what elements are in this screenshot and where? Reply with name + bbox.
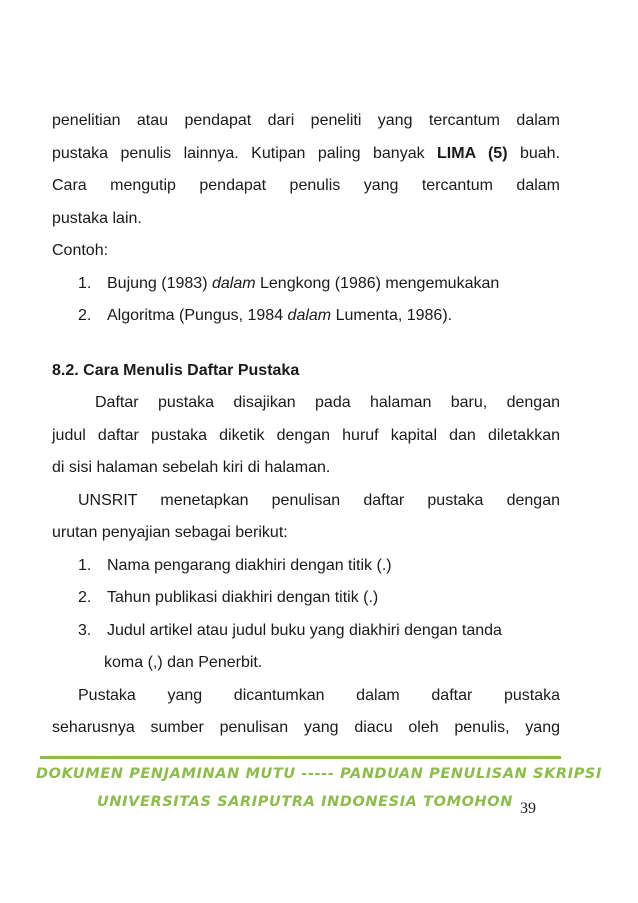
- text-span: Bujung (1983): [107, 274, 212, 292]
- example-item: [52, 300, 560, 333]
- text-span: Algoritma (Pungus, 1984: [107, 307, 288, 324]
- list-number: 2.: [78, 307, 92, 324]
- list-text: Tahun publikasi diakhiri dengan titik (.): [107, 589, 379, 606]
- section-heading: 8.2. Cara Menulis Daftar Pustaka: [52, 361, 300, 379]
- paragraph-line: Pustaka yang dicantumkan dalam daftar pustaka: [78, 686, 560, 704]
- list-item: [52, 550, 560, 583]
- paragraph-line: urutan penyajian sebagai berikut:: [52, 524, 288, 541]
- list-number: 3.: [78, 621, 92, 639]
- list-item: [52, 615, 560, 648]
- list-number: 2.: [78, 589, 92, 606]
- text-span: Lumenta, 1986).: [331, 307, 453, 324]
- page-body: [52, 105, 560, 745]
- list-item: [52, 582, 560, 615]
- bold-text: LIMA (5): [437, 144, 508, 162]
- footer-institution: UNIVERSITAS SARIPUTRA INDONESIA TOMOHON: [97, 794, 513, 810]
- paragraph-line: UNSRIT menetapkan penulisan daftar pustaka dengan: [78, 491, 560, 509]
- text-span: pustaka penulis lainnya. Kutipan paling banyak: [52, 144, 438, 162]
- italic-text: dalam: [287, 307, 332, 324]
- paragraph-line: seharusnya sumber penulisan yang diacu oleh penulis, yang: [52, 719, 560, 736]
- paragraph-line: [52, 138, 560, 171]
- list-text: Nama pengarang diakhiri dengan titik (.): [107, 556, 392, 574]
- page-number: 39: [520, 800, 536, 817]
- spacer: [52, 333, 560, 355]
- list-number: 1.: [78, 556, 92, 574]
- example-label: Contoh:: [52, 242, 109, 259]
- paragraph-line: penelitian atau pendapat dari peneliti yang tercantum dalam: [52, 112, 560, 129]
- paragraph-line: Cara mengutip pendapat penulis yang tercantum dalam: [52, 177, 560, 194]
- list-text: Judul artikel atau judul buku yang diakhiri dengan tanda: [107, 621, 502, 639]
- paragraph-line: di sisi halaman sebelah kiri di halaman.: [52, 459, 331, 476]
- italic-text: dalam: [211, 274, 256, 292]
- paragraph-line: judul daftar pustaka diketik dengan huruf kapital dan diletakkan: [52, 426, 560, 444]
- list-number: 1.: [78, 274, 92, 292]
- example-item: [52, 268, 560, 301]
- paragraph-line: pustaka lain.: [52, 209, 142, 227]
- footer-title: DOKUMEN PENJAMINAN MUTU ----- PANDUAN PENULISAN SKRIPSI: [36, 766, 602, 782]
- list-item-continuation: koma (,) dan Penerbit.: [104, 654, 263, 671]
- paragraph-line: Daftar pustaka disajikan pada halaman baru, dengan: [95, 394, 560, 411]
- text-span: buah.: [507, 144, 560, 162]
- text-span: Lengkong (1986) mengemukakan: [255, 274, 500, 292]
- footer-divider: [40, 756, 561, 759]
